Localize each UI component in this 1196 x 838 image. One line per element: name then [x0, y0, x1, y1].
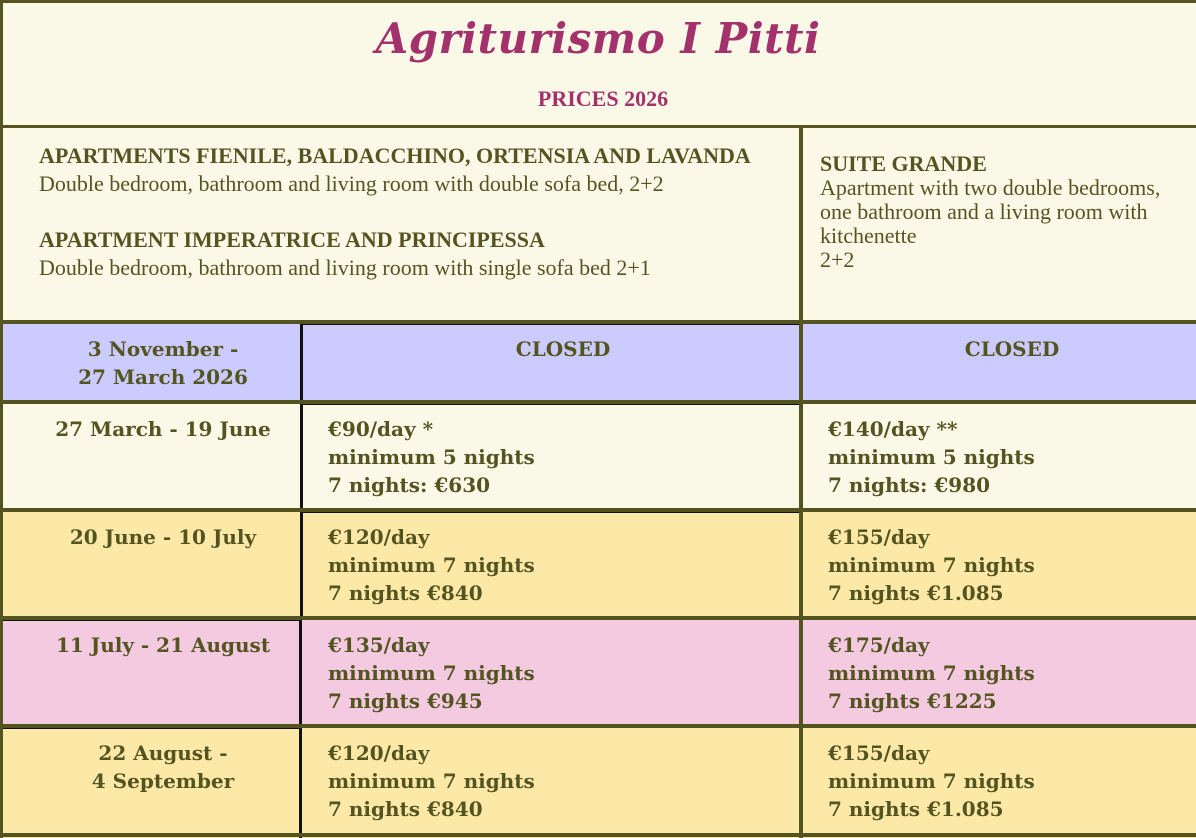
- daily-rate: €140/day **: [828, 417, 958, 441]
- daily-rate: €90/day *: [328, 417, 434, 441]
- grid-line: [799, 320, 803, 838]
- period-line1: 27 March - 19 June: [55, 417, 271, 441]
- period-cell: [0, 415, 326, 443]
- grid-line: [0, 400, 1196, 404]
- period-line2: 4 September: [91, 769, 235, 793]
- suite-description-cell: [801, 128, 1196, 322]
- grid-line: [0, 833, 1196, 837]
- grid-line: [0, 724, 1196, 728]
- weekly-rate: 7 nights: €980: [828, 473, 991, 497]
- period-cell: [0, 335, 326, 391]
- minimum-stay: minimum 5 nights: [328, 445, 535, 469]
- weekly-rate: 7 nights €1225: [828, 689, 997, 713]
- apartments-closed-label: CLOSED: [515, 337, 611, 361]
- suite-price-text: [828, 415, 1035, 499]
- weekly-rate: 7 nights €1.085: [828, 797, 1004, 821]
- minimum-stay: minimum 7 nights: [328, 661, 535, 685]
- suite-price-text: [828, 739, 1035, 823]
- period-line1: 11 July - 21 August: [55, 633, 271, 657]
- period-line1: 20 June - 10 July: [69, 525, 257, 549]
- apartments-price-text: [328, 523, 535, 607]
- page-subtitle: PRICES 2026: [537, 86, 669, 111]
- grid-line: [0, 616, 1196, 620]
- weekly-rate: 7 nights €840: [328, 581, 483, 605]
- period-cell: [0, 523, 326, 551]
- daily-rate: €135/day: [328, 633, 430, 657]
- apartments-price-text: [328, 415, 535, 499]
- suite-description: Apartment with two double bedrooms, one bathroom and a living room with kitchenette: [820, 175, 1161, 248]
- apartments-group1-description: Double bedroom, bathroom and living room with double sofa bed, 2+2: [39, 171, 664, 196]
- minimum-stay: minimum 7 nights: [328, 553, 535, 577]
- minimum-stay: minimum 7 nights: [828, 661, 1035, 685]
- weekly-rate: 7 nights €1.085: [828, 581, 1004, 605]
- period-cell: [0, 631, 326, 659]
- grid-line: [0, 508, 1196, 512]
- weekly-rate: 7 nights: €630: [328, 473, 491, 497]
- weekly-rate: 7 nights €945: [328, 689, 483, 713]
- apartments-group2-description: Double bedroom, bathroom and living room with single sofa bed 2+1: [39, 255, 651, 280]
- page-title: Agriturismo I Pitti: [375, 14, 821, 63]
- minimum-stay: minimum 7 nights: [328, 769, 535, 793]
- daily-rate: €175/day: [828, 633, 930, 657]
- suite-capacity: 2+2: [820, 247, 855, 272]
- apartments-price-text: [328, 631, 535, 715]
- minimum-stay: minimum 7 nights: [828, 769, 1035, 793]
- minimum-stay: minimum 7 nights: [828, 553, 1035, 577]
- period-cell: [0, 739, 326, 795]
- apartments-group1-title: APARTMENTS FIENILE, BALDACCHINO, ORTENSIA AND LAVANDA: [39, 143, 751, 168]
- grid-line: [0, 320, 1196, 324]
- daily-rate: €155/day: [828, 741, 930, 765]
- period-line2: 27 March 2026: [78, 365, 248, 389]
- daily-rate: €155/day: [828, 525, 930, 549]
- apartments-price-text: [328, 739, 535, 823]
- period-line1: 3 November -: [87, 337, 239, 361]
- description-divider: [799, 128, 803, 322]
- period-line1: 22 August -: [98, 741, 228, 765]
- suite-title: SUITE GRANDE: [820, 151, 987, 176]
- weekly-rate: 7 nights €840: [328, 797, 483, 821]
- suite-price-text: [828, 523, 1035, 607]
- grid-line: [0, 320, 3, 838]
- apartments-description-cell: [0, 128, 801, 322]
- apartments-group2-title: APARTMENT IMPERATRICE AND PRINCIPESSA: [39, 227, 545, 252]
- minimum-stay: minimum 5 nights: [828, 445, 1035, 469]
- suite-price-text: [828, 631, 1035, 715]
- daily-rate: €120/day: [328, 741, 430, 765]
- daily-rate: €120/day: [328, 525, 430, 549]
- suite-closed-label: CLOSED: [964, 337, 1060, 361]
